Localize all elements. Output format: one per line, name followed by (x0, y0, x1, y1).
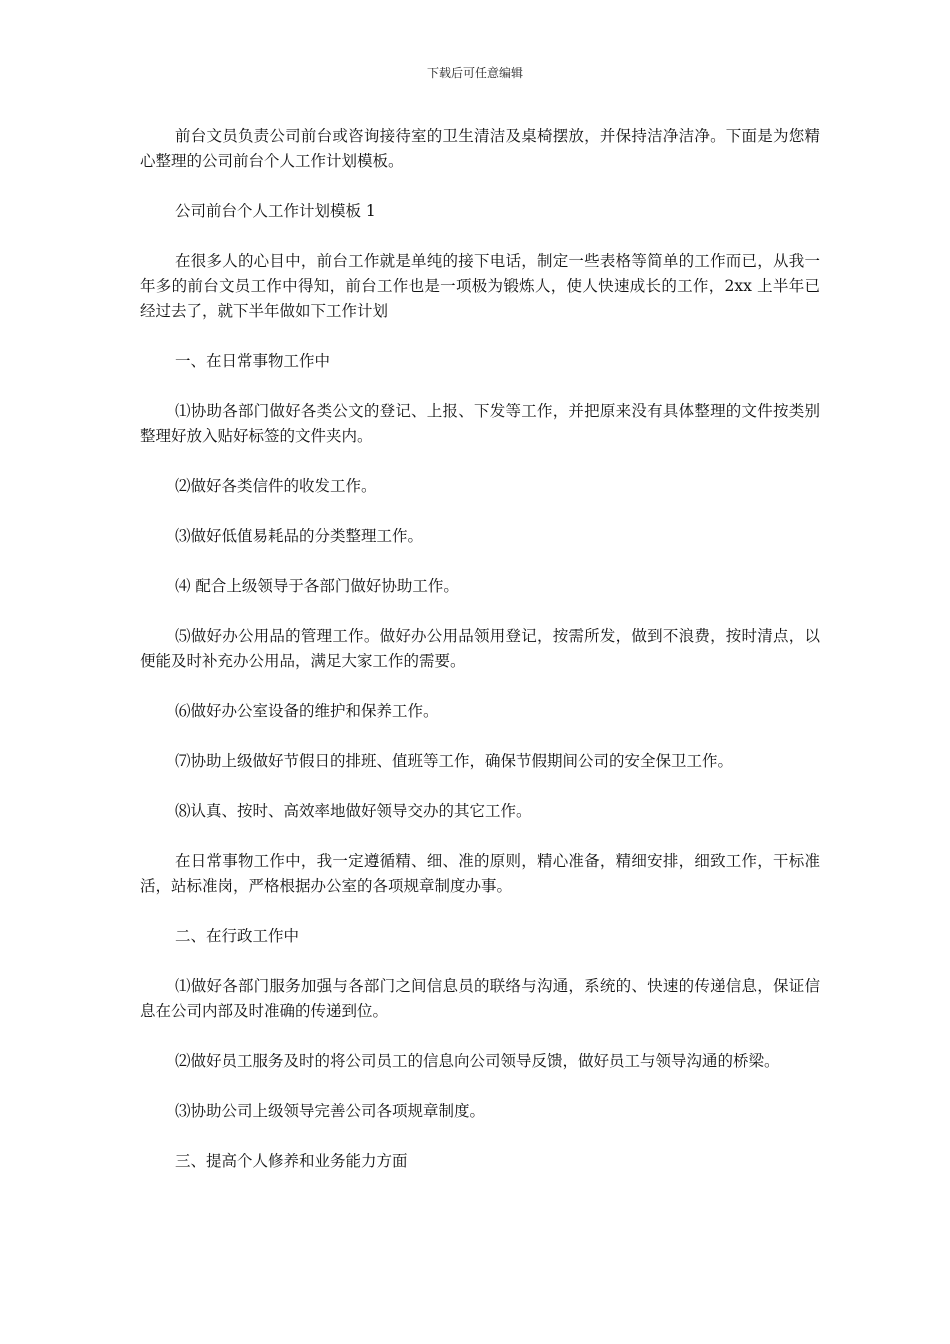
list-item: ⑸做好办公用品的管理工作。做好办公用品领用登记，按需所发，做到不浪费，按时清点，以便能及时补充办公用品，满足大家工作的需要。 (140, 627, 820, 670)
section-heading-3: 三、提高个人修养和业务能力方面 (175, 1152, 408, 1170)
list-item: ⑵做好各类信件的收发工作。 (175, 477, 377, 495)
body-paragraph: 在日常事物工作中，我一定遵循精、细、准的原则，精心准备，精细安排，细致工作，干标准活，站标准岗，严格根据办公室的各项规章制度办事。 (140, 852, 820, 895)
intro-paragraph: 前台文员负责公司前台或咨询接待室的卫生清洁及桌椅摆放，并保持洁净洁净。下面是为您精心整理的公司前台个人工作计划模板。 (140, 127, 820, 170)
list-item: ⑶做好低值易耗品的分类整理工作。 (175, 527, 424, 545)
list-item: ⑴协助各部门做好各类公文的登记、上报、下发等工作，并把原来没有具体整理的文件按类别整理好放入贴好标签的文件夹内。 (140, 402, 820, 445)
page-header-note: 下载后可任意编辑 (426, 66, 523, 80)
list-item: ⑶协助公司上级领导完善公司各项规章制度。 (175, 1102, 486, 1120)
list-item: ⑴做好各部门服务加强与各部门之间信息员的联络与沟通，系统的、快速的传递信息，保证信息在公司内部及时准确的传递到位。 (140, 977, 820, 1020)
template-title: 公司前台个人工作计划模板 1 (175, 202, 376, 220)
body-paragraph: 在很多人的心目中，前台工作就是单纯的接下电话，制定一些表格等简单的工作而已，从我一年多的前台文员工作中得知，前台工作也是一项极为锻炼人，使人快速成长的工作，2xx 上半年已经过去了，就下半年做如下工作计划 (140, 252, 820, 320)
list-item: ⑻认真、按时、高效率地做好领导交办的其它工作。 (175, 802, 532, 820)
section-heading-1: 一、在日常事物工作中 (175, 352, 331, 370)
document-body (140, 124, 820, 1199)
list-item: ⑹做好办公室设备的维护和保养工作。 (175, 702, 439, 720)
list-item: ⑺协助上级做好节假日的排班、值班等工作，确保节假期间公司的安全保卫工作。 (175, 752, 734, 770)
section-heading-2: 二、在行政工作中 (175, 927, 300, 945)
list-item: ⑵做好员工服务及时的将公司员工的信息向公司领导反馈，做好员工与领导沟通的桥梁。 (175, 1052, 780, 1070)
list-item: ⑷ 配合上级领导于各部门做好协助工作。 (175, 577, 459, 595)
